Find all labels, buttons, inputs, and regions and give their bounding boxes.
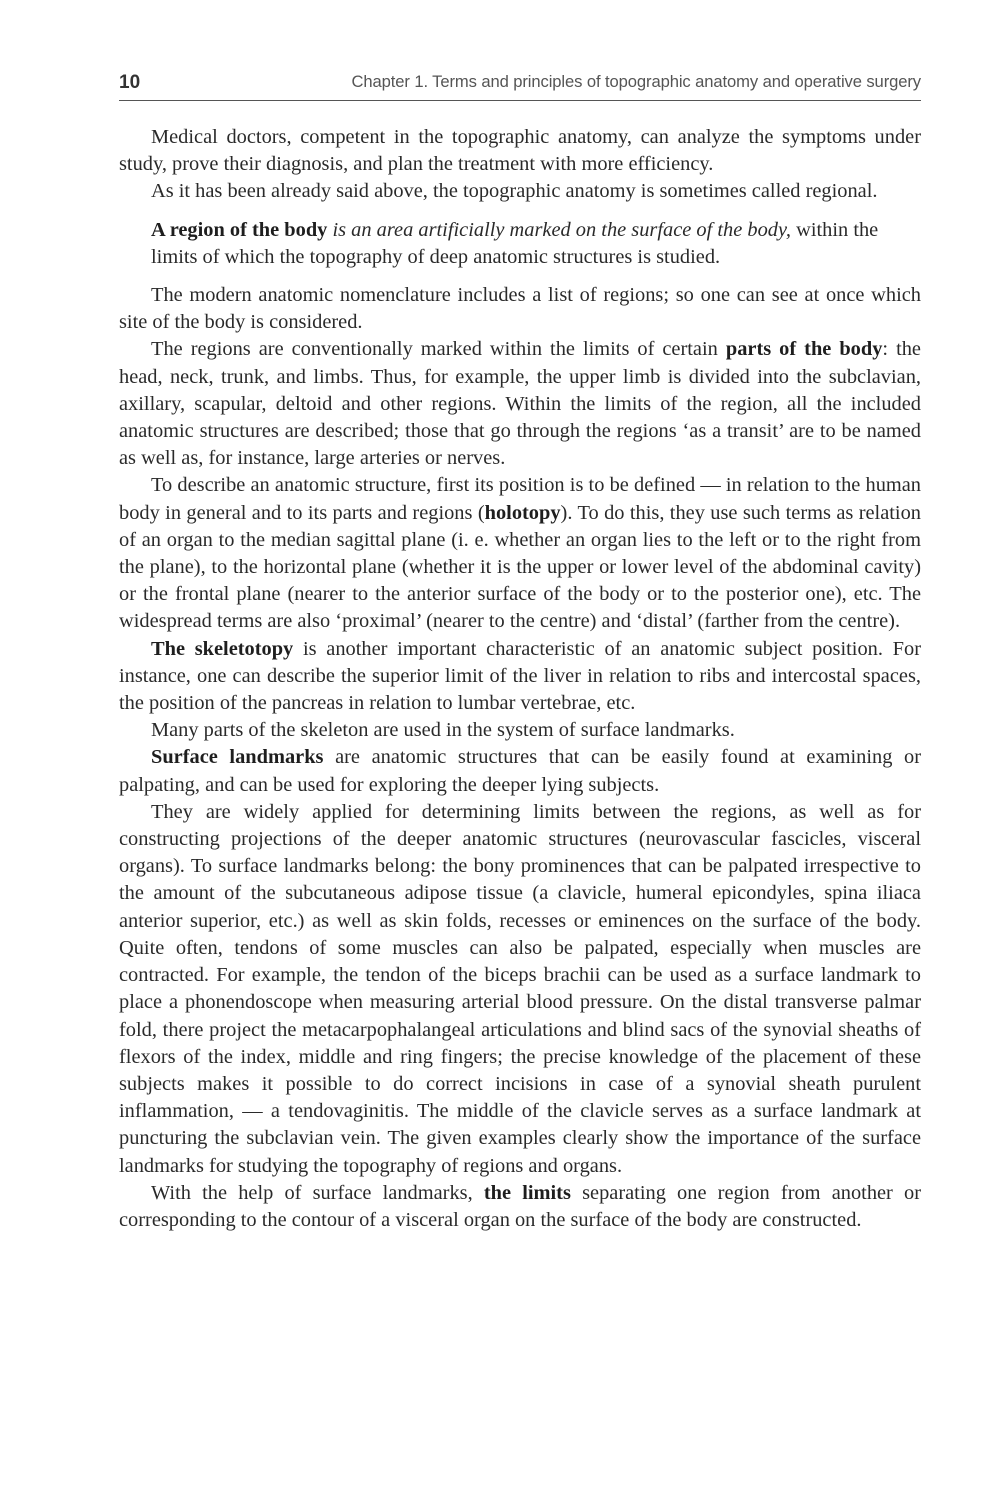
paragraph-text: The regions are conventionally marked within the limits of certain	[151, 338, 718, 361]
paragraph: Medical doctors, competent in the topographic anatomy, can analyze the symptoms under study, prove their diagnosis, and plan the treatment with more efficiency.	[119, 126, 921, 176]
paragraph-text: With the help of surface landmarks,	[151, 1181, 473, 1204]
body-text	[119, 124, 921, 1234]
page-number: 10	[119, 72, 141, 93]
term-the-limits: the limits	[483, 1181, 571, 1204]
term-skeletotopy: The skeletotopy	[151, 637, 294, 660]
paragraph	[119, 744, 921, 798]
paragraph-text: separating one region from another or corresponding to the contour of a visceral organ on the surface of the body are constructed.	[119, 1181, 922, 1231]
paragraph-text: is another important characteristic of an anatomic subject position. For instance, one can describe the superior limit of the liver in relation to ribs and intercostal spaces, the position of the pancreas in relation to lumbar vertebrae, etc.	[119, 637, 921, 715]
paragraph: Many parts of the skeleton are used in the system of surface landmarks.	[151, 719, 735, 742]
paragraph	[119, 336, 921, 472]
paragraph: As it has been already said above, the topographic anatomy is sometimes called regional.	[151, 180, 878, 203]
definition-rest: within the limits of which the topography of deep anatomic structures is studied.	[151, 218, 879, 268]
paragraph	[119, 1180, 921, 1234]
defined-term: A region of the body	[151, 218, 328, 241]
definition-block	[151, 217, 883, 271]
term-parts-of-body: parts of the body	[725, 338, 883, 361]
paragraph-text: ). To do this, they use such terms as relation of an organ to the median sagittal plane (i. e. whether an organ lies to the left or to the right from the plane), to the horizontal plane (whether it is the upper or lower level of the abdominal cavity) or the frontal plane (nearer to the anterior surface of the body or to the posterior one), etc. The widespread terms are also ‘proximal’ (nearer to the centre) and ‘distal’ (farther from the centre).	[119, 501, 921, 633]
paragraph	[119, 636, 921, 718]
term-holotopy: holotopy	[484, 501, 561, 524]
term-surface-landmarks: Surface landmarks	[151, 746, 324, 769]
paragraph-text: are anatomic structures that can be easily found at examining or palpating, and can be used for exploring the deeper lying subjects.	[119, 746, 921, 796]
paragraph-text: : the head, neck, trunk, and limbs. Thus, for example, the upper limb is divided into the subclavian, axillary, scapular, deltoid and other regions. Within the limits of the region, all the included anatomic structures are described; those that go through the regions ‘as a transit’ are to be named as well as, for instance, large arteries or nerves.	[119, 338, 921, 470]
definition-italic: is an area artificially marked on the surface of the body,	[332, 218, 791, 241]
running-title: Chapter 1. Terms and principles of topographic anatomy and operative surgery	[351, 72, 921, 91]
paragraph: They are widely applied for determining limits between the regions, as well as for constructing projections of the deeper anatomic structures (neurovascular fascicles, visceral organs). To surface landmarks belong: the bony prominences that can be palpated irrespective to the amount of the subcutaneous adipose tissue (a clavicle, humeral epicondyles, spina iliaca anterior superior, etc.) as well as skin folds, recesses or eminences on the surface of the body. Quite often, tendons of some muscles can also be palpated, especially when muscles are contracted. For example, the tendon of the biceps brachii can be used as a surface landmark to place a phonendoscope when measuring arterial blood pressure. On the distal transverse palmar fold, there project the metacarpophalangeal articulations and blind sacs of the synovial sheaths of flexors of the index, middle and ring fingers; the precise knowledge of the placement of these subjects makes it possible to do correct incisions in case of a synovial sheath purulent inflammation, — a tendovaginitis. The middle of the clavicle serves as a surface landmark at puncturing the subclavian vein. The given examples clearly show the importance of the surface landmarks for studying the topography of regions and organs.	[119, 800, 921, 1177]
paragraph	[119, 472, 921, 635]
paragraph: The modern anatomic nomenclature includes a list of regions; so one can see at once which site of the body is considered.	[119, 284, 921, 334]
paragraph-text: To describe an anatomic structure, first its position is to be defined — in relation to the human body in general and to its parts and regions (	[119, 474, 921, 524]
page-header	[119, 70, 921, 101]
